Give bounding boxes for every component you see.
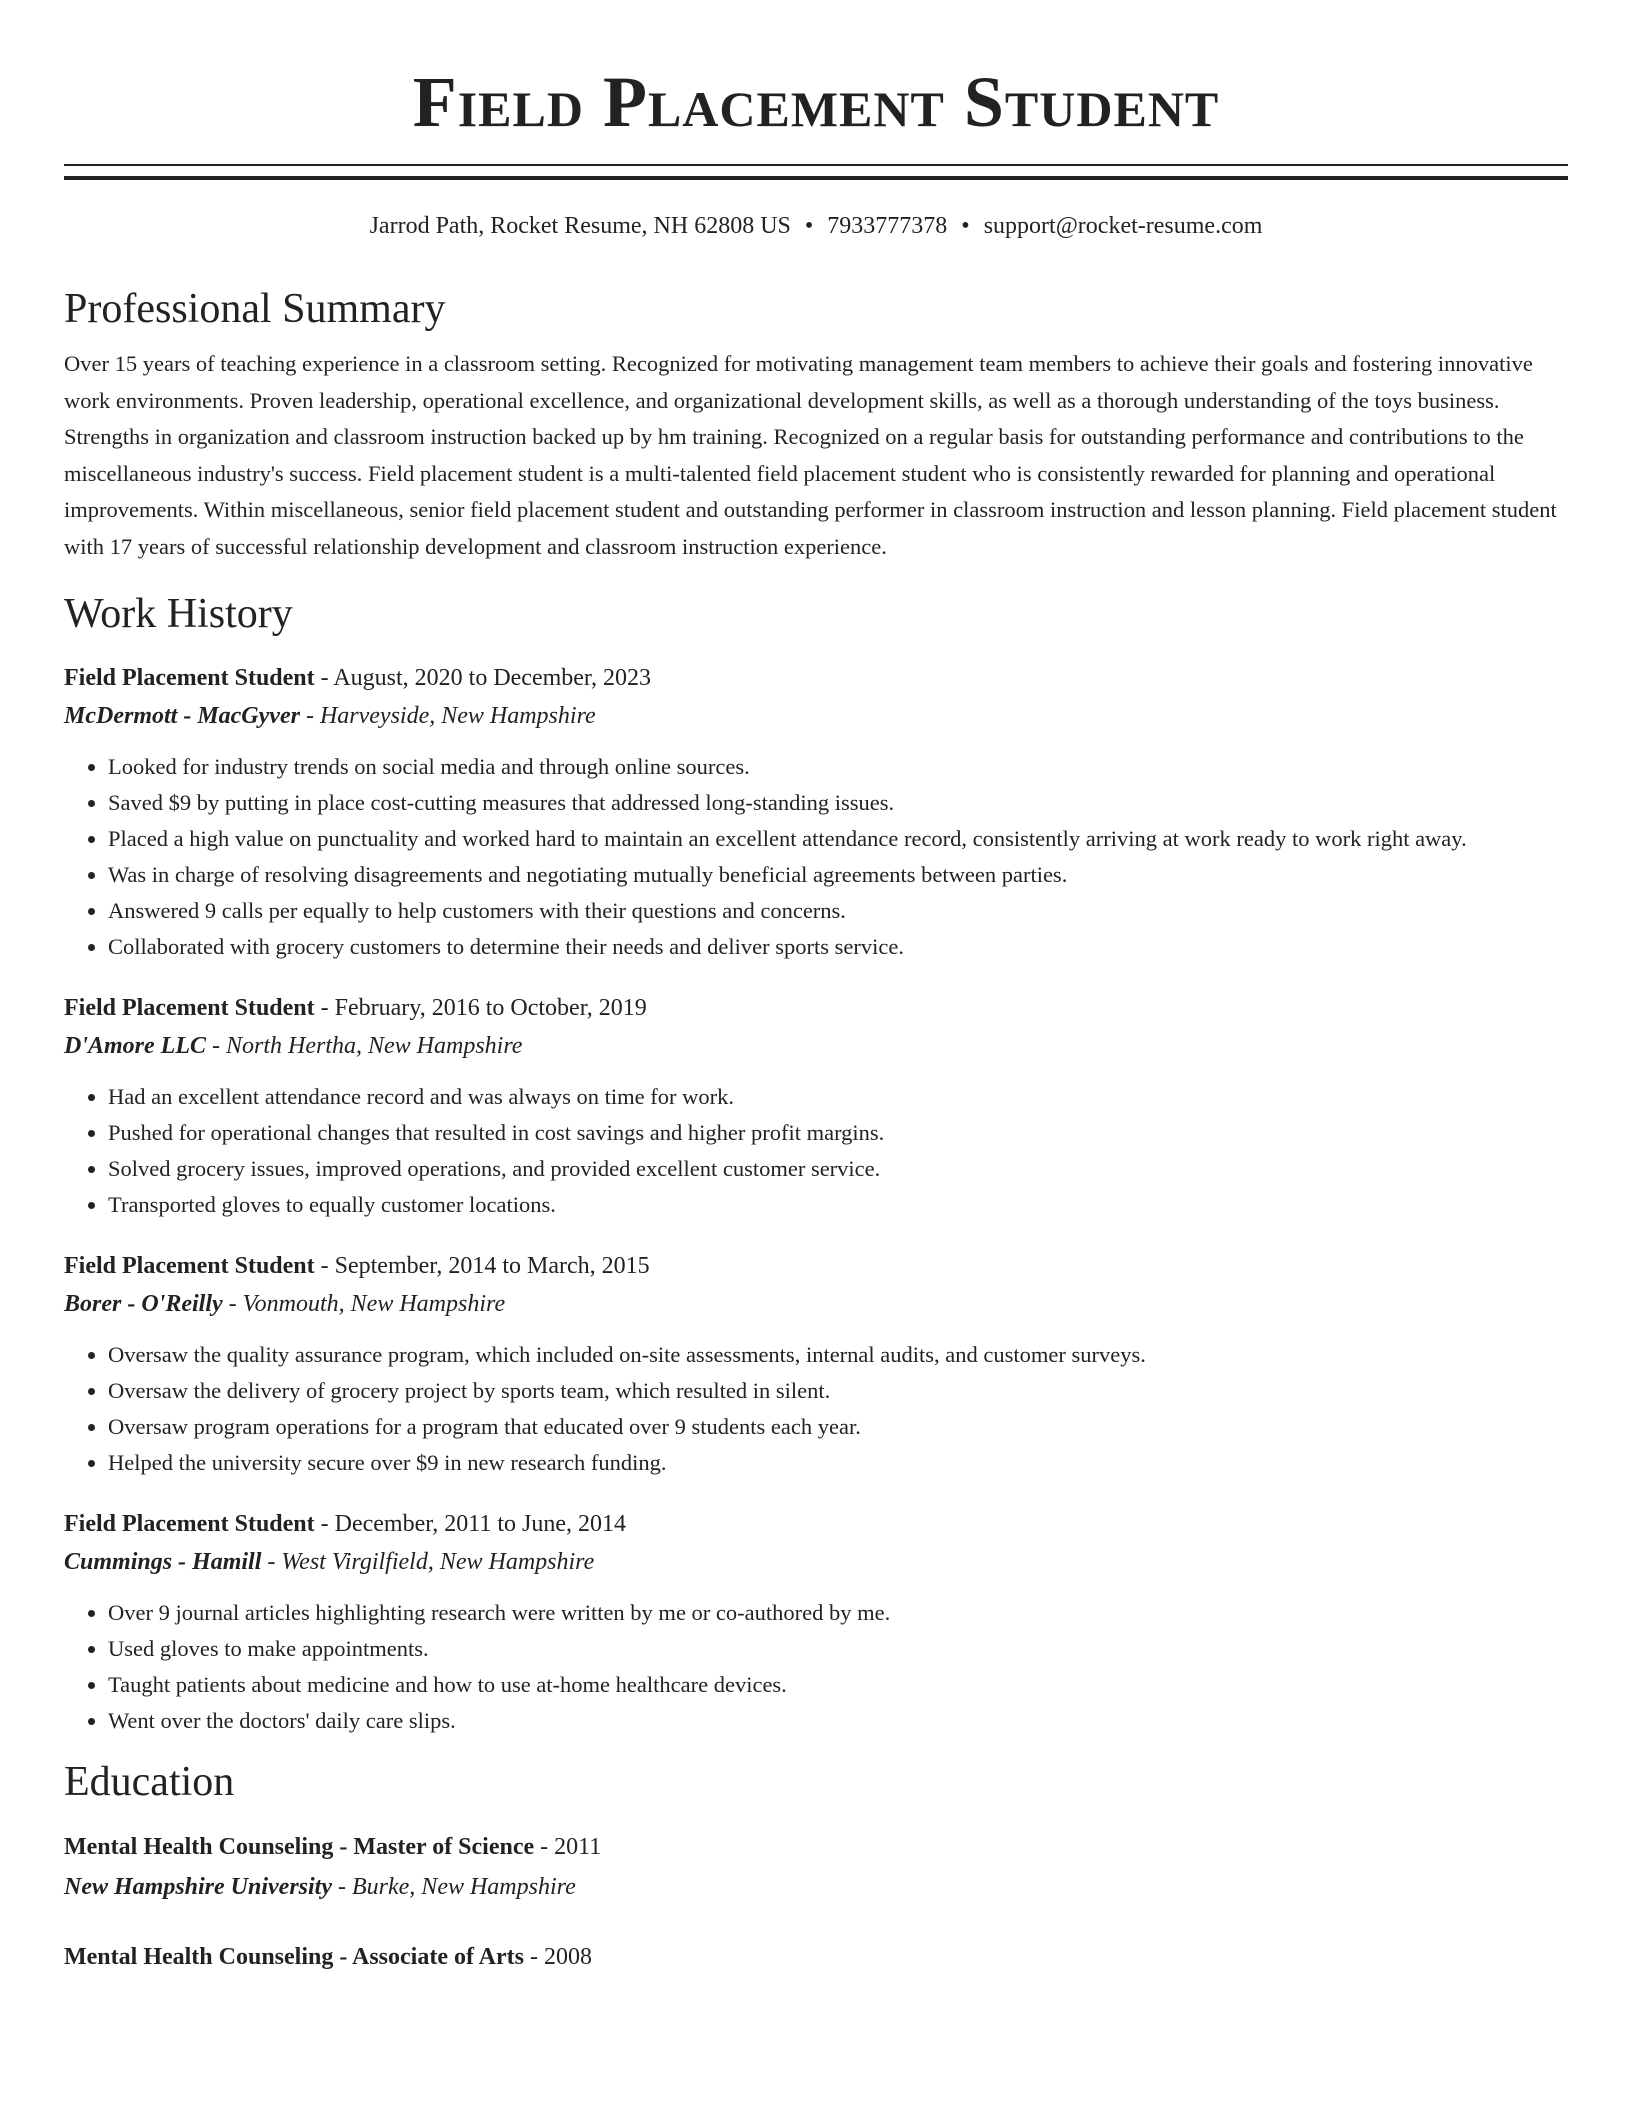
job-entry [64, 659, 1568, 965]
employer-location: West Virgilfield, New Hampshire [281, 1549, 595, 1575]
contact-email: support@rocket-resume.com [983, 213, 1263, 239]
resume-page [64, 0, 1568, 1977]
degree-year: 2011 [554, 1834, 602, 1860]
job-bullets [64, 749, 1568, 965]
job-title: Field Placement Student [64, 665, 315, 691]
education-entry [64, 1937, 1568, 1977]
job-title-line: Field Placement Student - February, 2016 to October, 2019 [64, 995, 647, 1021]
job-bullet: • Oversaw program operations for a program that educated over 9 students each year. [108, 1409, 1568, 1445]
job-bullets [64, 1337, 1568, 1481]
employer-location: Harveyside, New Hampshire [319, 703, 596, 729]
contact-separator: • [804, 213, 814, 239]
job-title-line: Field Placement Student - December, 2011 to June, 2014 [64, 1511, 627, 1537]
job-dates: September, 2014 to March, 2015 [334, 1253, 650, 1279]
job-bullet: • Placed a high value on punctuality and worked hard to maintain an excellent attendance record, consistently arriving at work ready to work right away. [108, 821, 1568, 857]
job-bullets [64, 1595, 1568, 1739]
employer-line: McDermott - MacGyver - Harveyside, New Hampshire [64, 703, 596, 729]
degree-line: Mental Health Counseling - Associate of Arts - 2008 [64, 1944, 592, 1970]
summary-heading: Professional Summary [64, 286, 446, 332]
job-bullet: • Was in charge of resolving disagreements and negotiating mutually beneficial agreements between parties. [108, 857, 1568, 893]
degree-name: Mental Health Counseling - Master of Science [64, 1834, 535, 1860]
job-bullet: • Oversaw the delivery of grocery project by sports team, which resulted in silent. [108, 1373, 1568, 1409]
contact-phone: 7933777378 [827, 213, 948, 239]
employer-line: Cummings - Hamill - West Virgilfield, New Hampshire [64, 1549, 595, 1575]
job-title: Field Placement Student [64, 1511, 315, 1537]
work-history-heading: Work History [64, 591, 293, 637]
job-entry [64, 1247, 1568, 1481]
degree-line: Mental Health Counseling - Master of Science - 2011 [64, 1834, 602, 1860]
job-title: Field Placement Student [64, 1253, 315, 1279]
employer-location: Vonmouth, New Hampshire [242, 1291, 506, 1317]
job-dates: December, 2011 to June, 2014 [334, 1511, 627, 1537]
degree-name: Mental Health Counseling - Associate of Arts [64, 1944, 524, 1970]
summary-text: Over 15 years of teaching experience in a classroom setting. Recognized for motivating management team members to achieve their goals and fostering innovative work environments. Proven leadership, operational excellence, and organizational development skills, as well as a thorough understanding of the toys business. Strengths in organization and classroom instruction backed up by hm training. Recognized on a regular basis for outstanding performance and contributions to the miscellaneous industry's success. Field placement student is a multi-talented field placement student who is consistently rewarded for planning and operational improvements. Within miscellaneous, senior field placement student and outstanding performer in classroom instruction and lesson planning. Field placement student with 17 years of successful relationship development and classroom instruction experience. [64, 351, 1557, 559]
job-bullet: • Looked for industry trends on social media and through online sources. [108, 749, 1568, 785]
education-heading: Education [64, 1759, 235, 1805]
title-divider [64, 164, 1568, 180]
job-bullet: • Collaborated with grocery customers to determine their needs and deliver sports service. [108, 929, 1568, 965]
job-bullet: • Oversaw the quality assurance program, which included on-site assessments, internal audits, and customer surveys. [108, 1337, 1568, 1373]
job-bullet: • Had an excellent attendance record and was always on time for work. [108, 1079, 1568, 1115]
employer-line: D'Amore LLC - North Hertha, New Hampshire [64, 1033, 523, 1059]
job-title-line: Field Placement Student - August, 2020 to December, 2023 [64, 665, 651, 691]
job-bullet: • Taught patients about medicine and how to use at-home healthcare devices. [108, 1667, 1568, 1703]
job-bullet: • Saved $9 by putting in place cost-cutting measures that addressed long-standing issues. [108, 785, 1568, 821]
school-line: New Hampshire University - Burke, New Hampshire [64, 1874, 576, 1900]
contact-line [64, 210, 1568, 242]
school-name: New Hampshire University [64, 1874, 332, 1900]
job-bullet: • Answered 9 calls per equally to help customers with their questions and concerns. [108, 893, 1568, 929]
job-bullets [64, 1079, 1568, 1223]
employer-name: McDermott - MacGyver [64, 703, 300, 729]
school-location: Burke, New Hampshire [352, 1874, 576, 1900]
job-bullet: • Over 9 journal articles highlighting research were written by me or co-authored by me. [108, 1595, 1568, 1631]
job-title: Field Placement Student [64, 995, 315, 1021]
job-bullet: • Pushed for operational changes that resulted in cost savings and higher profit margins. [108, 1115, 1568, 1151]
employer-line: Borer - O'Reilly - Vonmouth, New Hampshire [64, 1291, 506, 1317]
job-entry [64, 989, 1568, 1223]
job-entry [64, 1505, 1568, 1739]
contact-address: Jarrod Path, Rocket Resume, NH 62808 US [369, 213, 791, 239]
job-bullet: • Solved grocery issues, improved operations, and provided excellent customer service. [108, 1151, 1568, 1187]
resume-title: Field Placement Student [412, 62, 1220, 142]
job-bullet: • Helped the university secure over $9 in new research funding. [108, 1445, 1568, 1481]
education-entry [64, 1827, 1568, 1907]
job-bullet: • Went over the doctors' daily care slips. [108, 1703, 1568, 1739]
employer-name: Borer - O'Reilly [64, 1291, 223, 1317]
job-dates: August, 2020 to December, 2023 [333, 665, 651, 691]
degree-year: 2008 [543, 1944, 592, 1970]
job-bullet: • Transported gloves to equally customer locations. [108, 1187, 1568, 1223]
employer-name: Cummings - Hamill [64, 1549, 262, 1575]
job-title-line: Field Placement Student - September, 2014 to March, 2015 [64, 1253, 650, 1279]
job-bullet: • Used gloves to make appointments. [108, 1631, 1568, 1667]
contact-separator: • [961, 213, 970, 239]
employer-name: D'Amore LLC [64, 1033, 206, 1059]
employer-location: North Hertha, New Hampshire [226, 1033, 523, 1059]
job-dates: February, 2016 to October, 2019 [334, 995, 647, 1021]
